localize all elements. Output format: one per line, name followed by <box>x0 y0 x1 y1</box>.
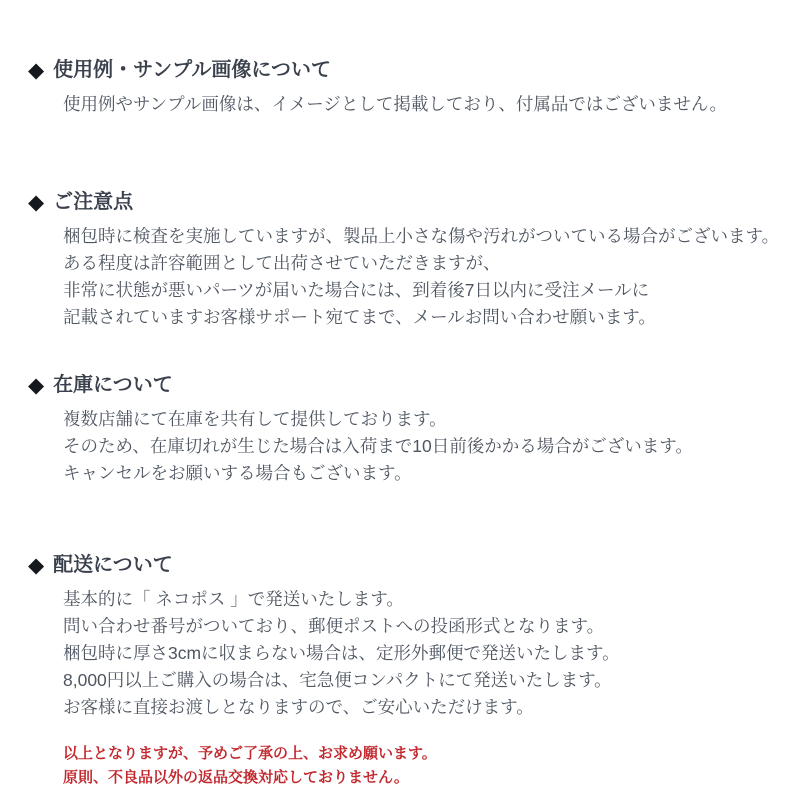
section-notes <box>0 188 800 331</box>
warning-line: 原則、不良品以外の返品交換対応しておりません。 <box>63 769 409 786</box>
section-body <box>0 406 800 487</box>
diamond-bullet-icon: ◆ <box>28 58 45 82</box>
section-body <box>0 91 800 118</box>
warning-line: 以上となりますが、予めご了承の上、お求め願います。 <box>63 745 437 762</box>
section-title: 在庫について <box>53 374 173 396</box>
section-title: ご注意点 <box>53 191 134 213</box>
diamond-bullet-icon: ◆ <box>28 553 45 577</box>
section-title: 配送について <box>53 554 173 576</box>
body-line: 梱包時に検査を実施していますが、製品上小さな傷や汚れがついている場合がございます。 <box>63 226 780 246</box>
section-body <box>0 586 800 721</box>
body-line: 8,000円以上ご購入の場合は、宅急便コンパクトにて発送いたします。 <box>63 670 612 690</box>
footer-warning-notice <box>0 742 800 790</box>
body-line: 記載されていますお客様サポート宛てまで、メールお問い合わせ願います。 <box>63 307 656 327</box>
body-line: 梱包時に厚さ3cmに収まらない場合は、定形外郵便で発送いたします。 <box>63 643 620 663</box>
body-line: 使用例やサンプル画像は、イメージとして掲載しており、付属品ではございません。 <box>63 94 727 114</box>
section-title: 使用例・サンプル画像について <box>53 59 331 81</box>
body-line: 基本的に「 ネコポス 」で発送いたします。 <box>63 589 404 609</box>
body-line: ある程度は許容範囲として出荷させていただきますが、 <box>63 253 501 273</box>
body-line: 問い合わせ番号がついており、郵便ポストへの投函形式となります。 <box>63 616 605 636</box>
diamond-bullet-icon: ◆ <box>28 190 45 214</box>
section-shipping-heading <box>0 551 800 579</box>
section-shipping <box>0 551 800 721</box>
body-line: キャンセルをお願いする場合もございます。 <box>63 463 412 483</box>
section-notes-heading <box>0 188 800 216</box>
diamond-bullet-icon: ◆ <box>28 373 45 397</box>
body-line: そのため、在庫切れが生じた場合は入荷まで10日前後かかる場合がございます。 <box>63 436 693 456</box>
section-sample-images <box>0 56 800 118</box>
body-line: お客様に直接お渡しとなりますので、ご安心いただけます。 <box>63 697 534 717</box>
body-line: 非常に状態が悪いパーツが届いた場合には、到着後7日以内に受注メールに <box>63 280 650 300</box>
section-sample-images-heading <box>0 56 800 84</box>
section-stock-heading <box>0 371 800 399</box>
section-stock <box>0 371 800 487</box>
body-line: 複数店舗にて在庫を共有して提供しております。 <box>63 409 447 429</box>
section-body <box>0 223 800 331</box>
